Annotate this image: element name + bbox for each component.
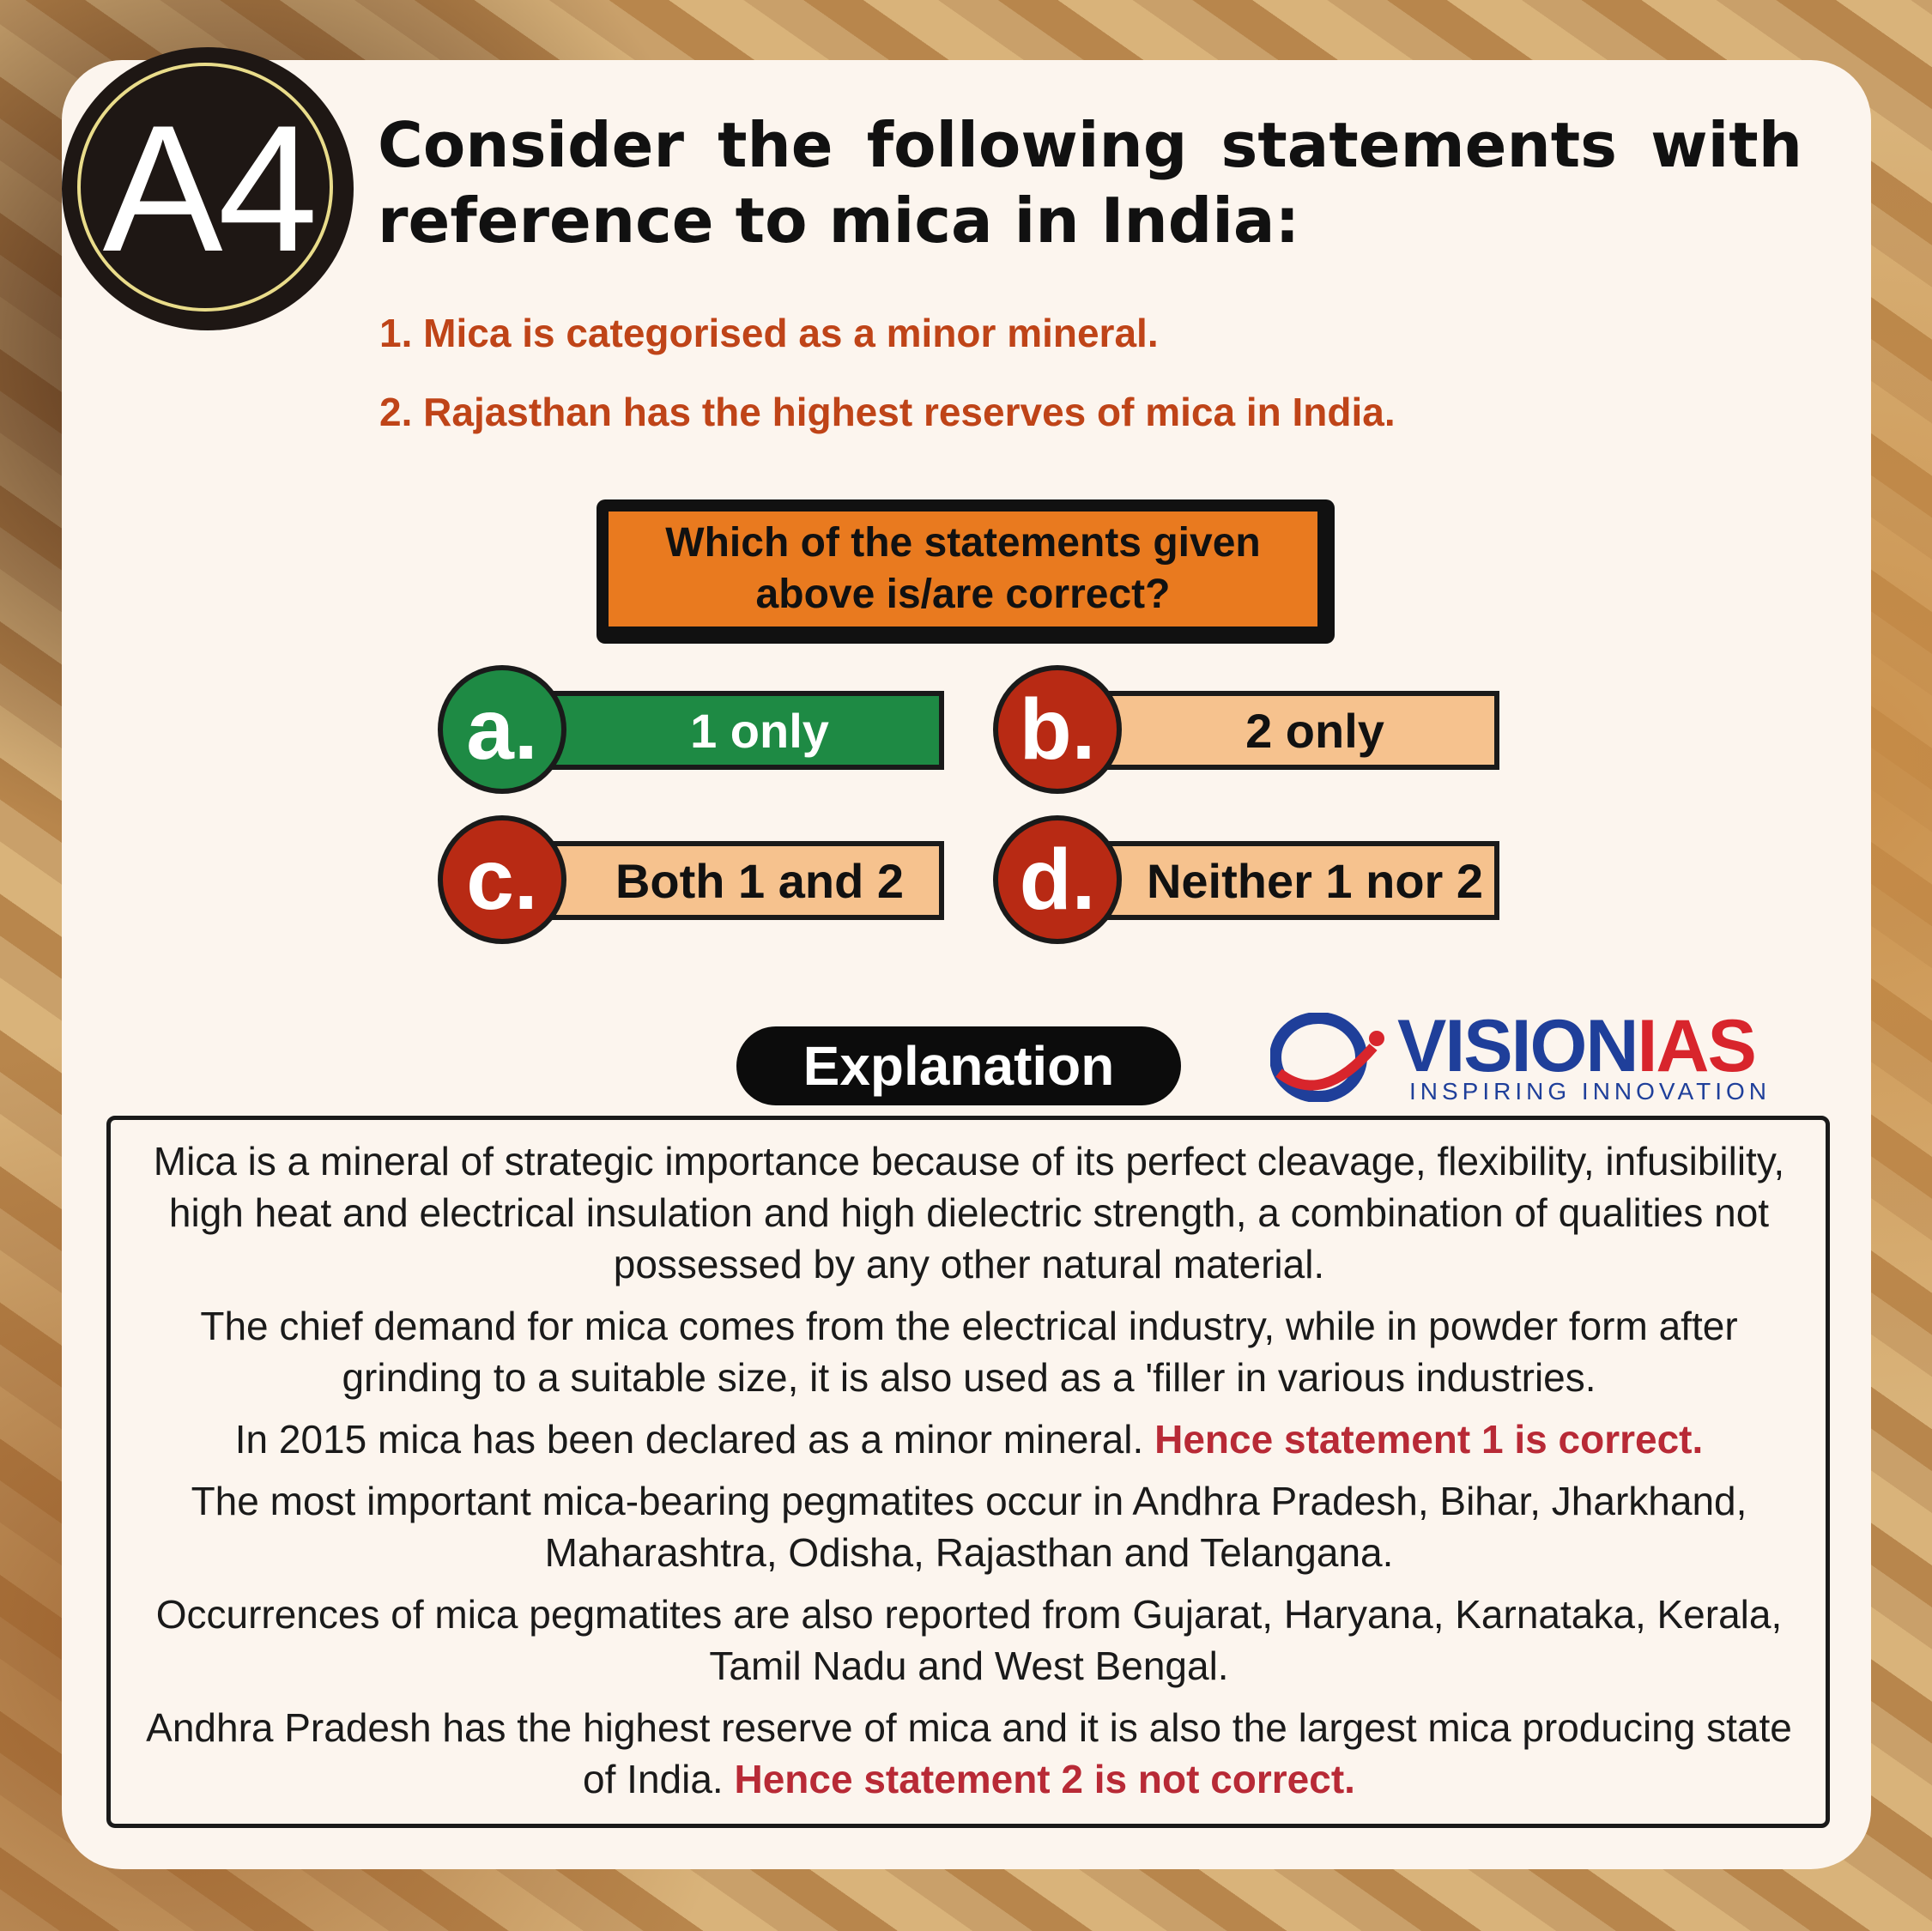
option-c[interactable] <box>438 815 944 953</box>
vision-ias-logo <box>1270 1005 1785 1105</box>
question-number-badge <box>62 47 354 330</box>
question-line-2: reference to mica in India: <box>378 185 1300 257</box>
conclusion-highlight: Hence statement 1 is correct. <box>1154 1417 1704 1462</box>
question-line-1 <box>378 107 1802 183</box>
option-a[interactable] <box>438 665 944 802</box>
option-b[interactable] <box>993 665 1499 802</box>
badge-label: A4 <box>102 88 313 289</box>
question-word: following <box>866 109 1188 181</box>
prompt-text: Which of the statements given above is/are correct? <box>609 512 1317 627</box>
explanation-paragraph <box>128 1135 1810 1290</box>
explanation-paragraph <box>128 1300 1810 1403</box>
question-word: with <box>1650 109 1802 181</box>
explanation-heading: Explanation <box>736 1026 1181 1105</box>
statement-1: 1. Mica is categorised as a minor mineral. <box>379 311 1159 355</box>
logo-name-part2: IAS <box>1637 1005 1755 1087</box>
question-word: statements <box>1220 109 1617 181</box>
option-c-label: Both 1 and 2 <box>541 841 944 920</box>
logo-tagline: INSPIRING INNOVATION <box>1409 1078 1771 1105</box>
explanation-paragraph <box>128 1702 1810 1805</box>
option-b-label: 2 only <box>1096 691 1499 770</box>
explanation-paragraph <box>128 1475 1810 1578</box>
explanation-paragraph <box>128 1413 1810 1465</box>
option-a-label: 1 only <box>541 691 944 770</box>
option-d-letter: d. <box>993 815 1122 944</box>
option-d-label: Neither 1 nor 2 <box>1096 841 1499 920</box>
globe-swoosh-icon <box>1270 1013 1390 1102</box>
paragraph-text: Mica is a mineral of strategic importance because of its perfect cleavage, flexibility, infusibility, high heat and electrical insulation and high dielectric strength, a combination of qualities not possessed by any other natural material. <box>153 1139 1785 1286</box>
paragraph-text: The most important mica-bearing pegmatites occur in Andhra Pradesh, Bihar, Jharkhand, Maharashtra, Odisha, Rajasthan and Telangana. <box>191 1479 1747 1575</box>
explanation-content <box>128 1135 1810 1815</box>
logo-wordmark <box>1397 1005 1755 1087</box>
paragraph-text: In 2015 mica has been declared as a minor mineral. <box>234 1417 1155 1462</box>
option-d[interactable] <box>993 815 1499 953</box>
conclusion-highlight: Hence statement 2 is not correct. <box>734 1757 1355 1801</box>
question-word: Consider <box>378 109 684 181</box>
explanation-box <box>106 1116 1830 1828</box>
question-word: the <box>718 109 833 181</box>
paragraph-text: The chief demand for mica comes from the electrical industry, while in powder form after grinding to a suitable size, it is also used as a 'filler in various industries. <box>200 1304 1738 1400</box>
option-b-letter: b. <box>993 665 1122 794</box>
paragraph-text: Occurrences of mica pegmatites are also reported from Gujarat, Haryana, Karnataka, Kerala, Tamil Nadu and West Bengal. <box>155 1592 1783 1688</box>
explanation-paragraph <box>128 1589 1810 1692</box>
option-c-letter: c. <box>438 815 566 944</box>
option-a-letter: a. <box>438 665 566 794</box>
statement-2: 2. Rajasthan has the highest reserves of mica in India. <box>379 390 1396 434</box>
logo-name-part1: VISION <box>1397 1005 1638 1087</box>
prompt-box <box>597 499 1335 644</box>
paragraph-text: Andhra Pradesh has the highest reserve of mica and it is also the largest mica producing state of India. <box>146 1705 1792 1801</box>
